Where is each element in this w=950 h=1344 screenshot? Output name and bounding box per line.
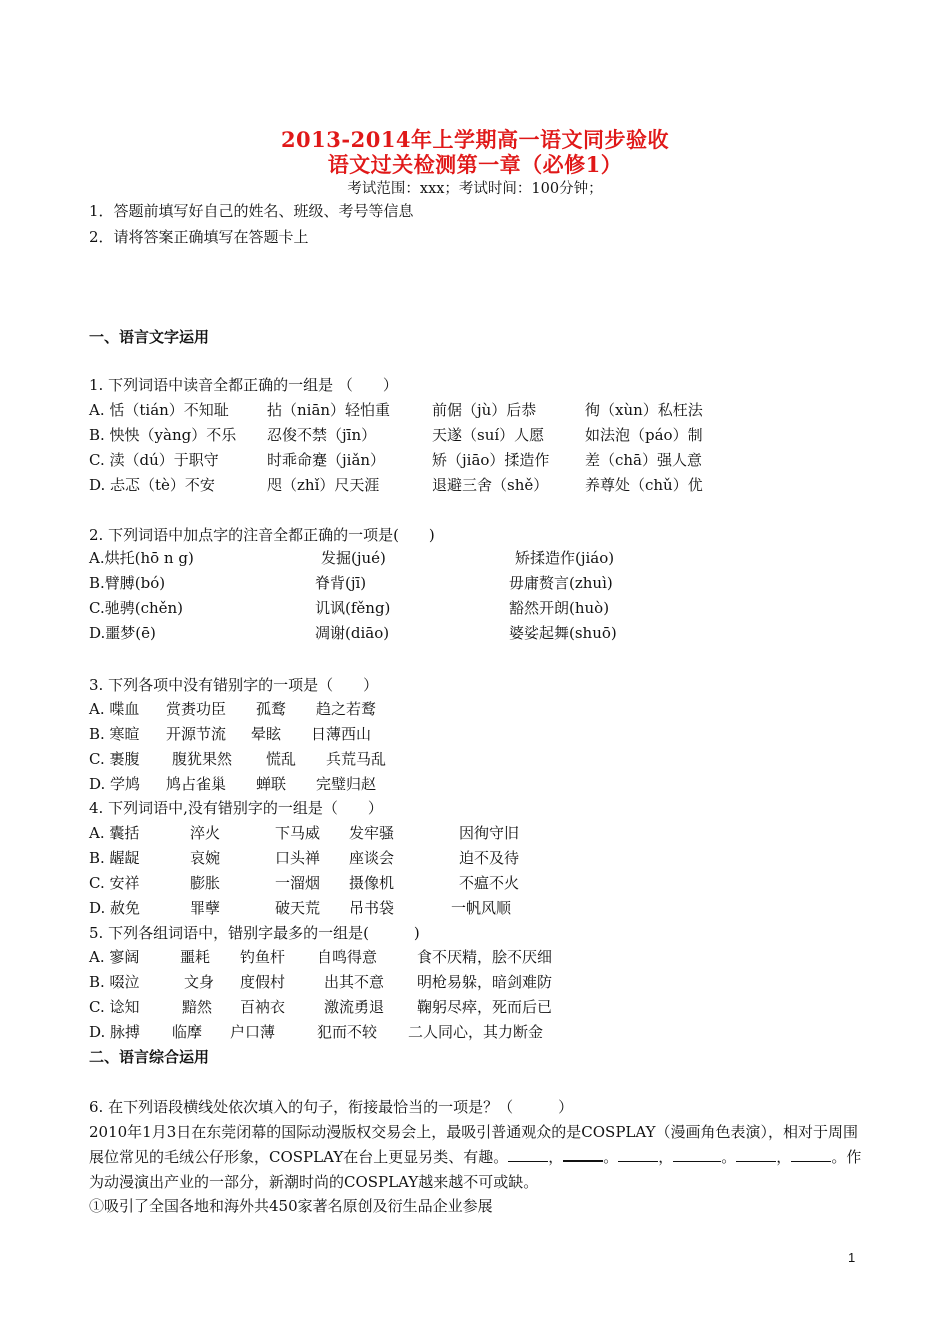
answer-blank — [508, 1147, 548, 1162]
question-2-stem: 2. 下列词语中加点字的注音全都正确的一项是( ) — [89, 526, 435, 544]
option-cell: 拈（niān）轻怕重 — [267, 401, 391, 419]
option-cell: 不瘟不火 — [459, 874, 520, 892]
option-cell: 慌乱 — [266, 750, 297, 768]
answer-blank — [736, 1147, 776, 1162]
option-cell: C. 安祥 — [89, 874, 140, 892]
option-cell: B.臂膊(bó) — [89, 574, 166, 592]
option-cell: 膨胀 — [190, 874, 221, 892]
option-cell: A. 恬（tián）不知耻 — [89, 401, 229, 419]
option-cell: 摄像机 — [349, 874, 395, 892]
option-cell: 淬火 — [190, 824, 221, 842]
answer-blank — [791, 1147, 831, 1162]
question-1-stem: 1. 下列词语中读音全都正确的一组是 （ ） — [89, 376, 398, 394]
passage-text: 。作为动漫演出产业的一部分，新潮时尚的COSPLAY越来越不可或缺。 — [89, 1148, 862, 1191]
option-cell: 时乖命蹇（jiǎn） — [267, 451, 386, 469]
option-cell: 百衲衣 — [240, 998, 286, 1016]
option-cell: A. 喋血 — [89, 700, 140, 718]
exam-title: 2013-2014年上学期高一语文同步验收 — [280, 127, 670, 152]
option-cell: 毋庸赘言(zhuì) — [509, 574, 613, 592]
option-cell: 差（chā）强人意 — [585, 451, 703, 469]
option-cell: 前倨（jù）后恭 — [432, 401, 537, 419]
option-cell: 哀婉 — [190, 849, 221, 867]
option-cell: 鸠占雀巢 — [166, 775, 227, 793]
option-cell: C. 谂知 — [89, 998, 140, 1016]
option-cell: 一帆风顺 — [451, 899, 512, 917]
option-cell: 鞠躬尽瘁，死而后已 — [417, 998, 553, 1016]
option-cell: 发牢骚 — [349, 824, 395, 842]
note-1: 1．答题前填写好自己的姓名、班级、考号等信息 — [89, 202, 414, 220]
option-cell: 破天荒 — [275, 899, 321, 917]
option-cell: 天遂（suí）人愿 — [432, 426, 545, 444]
option-cell: 养尊处（chǔ）优 — [585, 476, 703, 494]
option-cell: B. 龌龊 — [89, 849, 140, 867]
exam-info: 考试范围：xxx；考试时间：100分钟； — [347, 181, 603, 197]
option-cell: D. 学鸠 — [89, 775, 141, 793]
section-heading-1: 一、语言文字运用 — [89, 328, 210, 346]
option-cell: C. 裹腹 — [89, 750, 140, 768]
option-cell: A.烘托(hō n g) — [89, 549, 194, 567]
option-cell: 黯然 — [182, 998, 213, 1016]
option-cell: 徇（xùn）私枉法 — [585, 401, 703, 419]
option-cell: D. 赦免 — [89, 899, 141, 917]
option-cell: 矫（jiāo）揉造作 — [432, 451, 550, 469]
answer-blank — [618, 1147, 658, 1162]
option-cell: 蝉联 — [256, 775, 287, 793]
question-6-passage: 2010年1月3日在东莞闭幕的国际动漫版权交易会上，最吸引普通观众的是COSPLAY（漫画角色表演），相对于周围展位常见的毛绒公仔形象，COSPLAY在台上更显另类、有趣。 ， 。 ， 。 ， 。作为动漫演出产业的一部分，新潮时尚的COSPLAY越来越不可或缺。 — [89, 1123, 862, 1191]
option-cell: 豁然开朗(huò) — [509, 599, 610, 617]
option-cell: 晕眩 — [251, 725, 282, 743]
answer-blank — [563, 1146, 603, 1162]
option-cell: 口头禅 — [275, 849, 321, 867]
option-cell: 罪孽 — [190, 899, 221, 917]
option-cell: 钓鱼杆 — [240, 948, 286, 966]
option-cell: C. 渎（dú）于职守 — [89, 451, 219, 469]
question-6-option-1: ①吸引了全国各地和海外共450家著名原创及衍生品企业参展 — [89, 1197, 493, 1215]
option-cell: 开源节流 — [166, 725, 227, 743]
question-6-stem: 6. 在下列语段横线处依次填入的句子，衔接最恰当的一项是？（ ） — [89, 1098, 574, 1116]
option-cell: 度假村 — [240, 973, 286, 991]
passage-text: 2010年1月3日在东莞闭幕的国际动漫版权交易会上，最吸引普通观众的是COSPLAY（漫画角色表演），相对于周围展位常见的毛绒公仔形象，COSPLAY在台上更显另类、有趣。 — [89, 1123, 858, 1166]
option-cell: D. 脉搏 — [89, 1023, 141, 1041]
page-number: 1 — [848, 1250, 856, 1265]
option-cell: 赏赉功臣 — [166, 700, 227, 718]
option-cell: D.噩梦(ē) — [89, 624, 156, 642]
option-cell: 一溜烟 — [275, 874, 321, 892]
option-cell: 明枪易躲，暗剑难防 — [417, 973, 553, 991]
option-cell: 座谈会 — [349, 849, 395, 867]
section-heading-2: 二、语言综合运用 — [89, 1048, 210, 1066]
option-cell: 忍俊不禁（jīn） — [267, 426, 377, 444]
option-cell: 腹犹果然 — [172, 750, 233, 768]
option-cell: 文身 — [184, 973, 215, 991]
option-cell: B. 寒暄 — [89, 725, 140, 743]
question-5-stem: 5. 下列各组词语中，错别字最多的一组是( ) — [89, 924, 420, 942]
option-cell: D. 忐忑（tè）不安 — [89, 476, 215, 494]
option-cell: A. 囊括 — [89, 824, 140, 842]
option-cell: 退避三舍（shě） — [432, 476, 549, 494]
question-4-stem: 4. 下列词语中,没有错别字的一组是（ ） — [89, 799, 383, 817]
option-cell: B. 啜泣 — [89, 973, 140, 991]
option-cell: 婆娑起舞(shuō) — [509, 624, 617, 642]
option-cell: 吊书袋 — [349, 899, 395, 917]
option-cell: 讥讽(fěng) — [315, 599, 391, 617]
note-2: 2．请将答案正确填写在答题卡上 — [89, 228, 309, 246]
option-cell: B. 怏怏（yàng）不乐 — [89, 426, 237, 444]
exam-subtitle: 语文过关检测第一章（必修1） — [327, 152, 623, 177]
option-cell: 咫（zhǐ）尺天涯 — [267, 476, 380, 494]
option-cell: 食不厌精，脍不厌细 — [417, 948, 553, 966]
option-cell: 孤鹜 — [256, 700, 287, 718]
option-cell: 如法泡（páo）制 — [585, 426, 703, 444]
option-cell: 脊背(jī) — [315, 574, 367, 592]
option-cell: 自鸣得意 — [317, 948, 378, 966]
option-cell: 兵荒马乱 — [326, 750, 387, 768]
question-3-stem: 3. 下列各项中没有错别字的一项是（ ） — [89, 676, 379, 694]
option-cell: 迫不及待 — [459, 849, 520, 867]
option-cell: 凋谢(diāo) — [315, 624, 390, 642]
option-cell: 发掘(jué) — [321, 549, 386, 567]
answer-blank — [673, 1147, 721, 1162]
option-cell: 激流勇退 — [324, 998, 385, 1016]
option-cell: 二人同心，其力断金 — [408, 1023, 544, 1041]
option-cell: 日薄西山 — [311, 725, 372, 743]
option-cell: 噩耗 — [180, 948, 211, 966]
option-cell: 下马威 — [275, 824, 321, 842]
option-cell: 出其不意 — [324, 973, 385, 991]
option-cell: C.驰骋(chěn) — [89, 599, 184, 617]
option-cell: 矫揉造作(jiáo) — [515, 549, 615, 567]
option-cell: 趋之若鹜 — [316, 700, 377, 718]
option-cell: 犯而不较 — [317, 1023, 378, 1041]
option-cell: A. 寥阔 — [89, 948, 140, 966]
option-cell: 因徇守旧 — [459, 824, 520, 842]
option-cell: 户口薄 — [230, 1023, 276, 1041]
option-cell: 完璧归赵 — [316, 775, 377, 793]
option-cell: 临摩 — [172, 1023, 203, 1041]
